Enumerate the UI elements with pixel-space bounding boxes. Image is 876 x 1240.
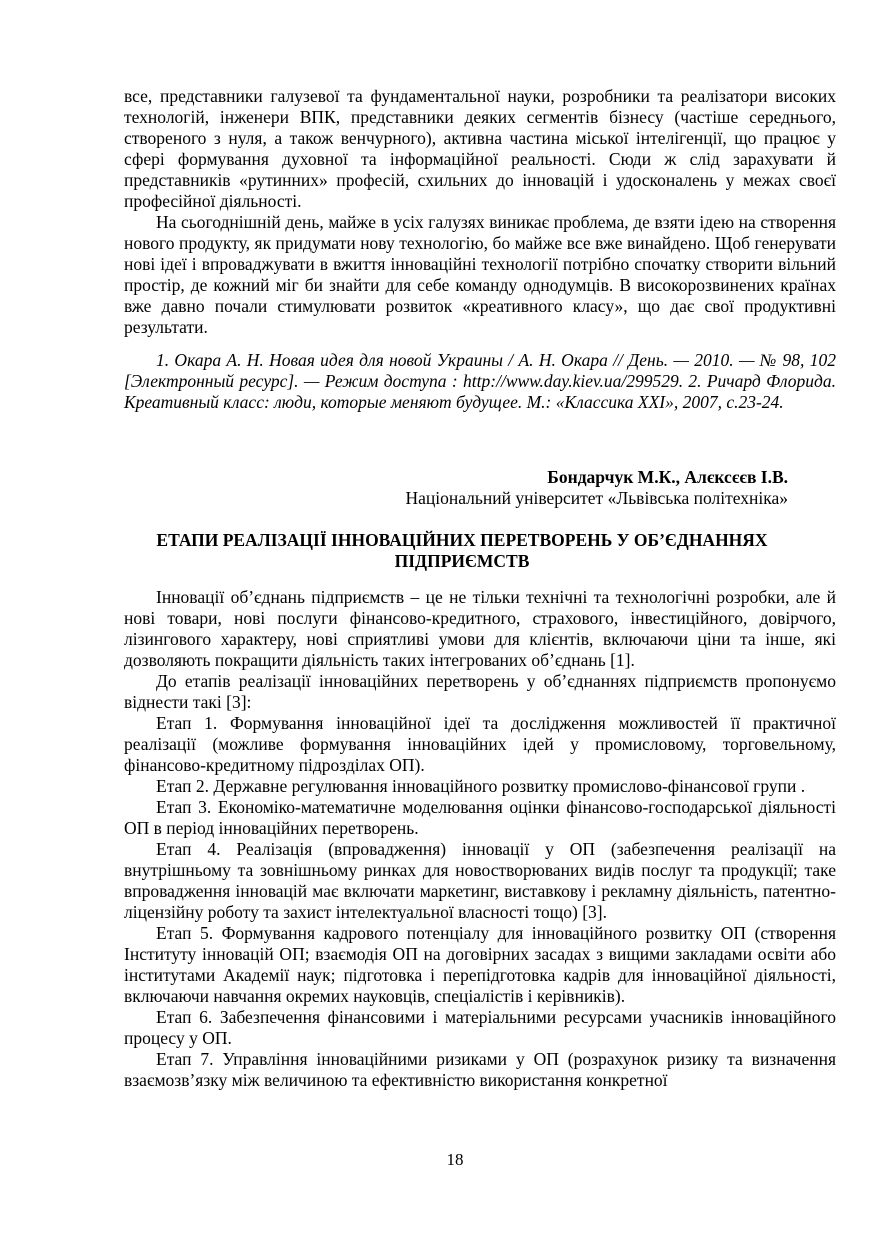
- page-content: [124, 86, 836, 1091]
- article-title: ЕТАПИ РЕАЛІЗАЦІЇ ІННОВАЦІЙНИХ ПЕРЕТВОРЕНЬ У ОБ’ЄДНАННЯХ ПІДПРИЄМСТВ: [156, 530, 768, 571]
- paragraph-continuation: все, представники галузевої та фундаментальної науки, розробники та реалізатори високих технологій, інженери ВПК, представники деяких сегментів бізнесу (частіше середнього, створеного з нуля, а також венчурного), активна частина міської інтелігенції, що працює у сфері формування духовної та інформаційної реальності. Сюди ж слід зарахувати й представників «рутинних» професій, схильних до інновацій і удосконалень у межах своєї професійної діяльності.: [124, 86, 836, 211]
- page-number: 18: [446, 1150, 464, 1169]
- paragraph-stage-4: Етап 4. Реалізація (впровадження) інновації у ОП (забезпечення реалізації на внутрішньому та зовнішньому ринках для новостворюваних видів послуг та продукції; таке впровадження інновацій має включати маркетинг, виставкову і рекламну діяльність, патентно-ліцензійну роботу та захист інтелектуальної власності тощо) [3].: [124, 839, 836, 922]
- paragraph: На сьогоднішній день, майже в усіх галузях виникає проблема, де взяти ідею на створення нового продукту, як придумати нову технологію, бо майже все вже винайдено. Щоб генерувати нові ідеї і впроваджувати в вжиття інноваційні технології потрібно спочатку створити вільний простір, де кожний міг би знайти для себе команду однодумців. В високорозвинених країнах вже давно почали стимулювати розвиток «креативного класу», що дає свої продуктивні результати.: [124, 212, 836, 337]
- paragraph-stage-3: Етап 3. Економіко-математичне моделювання оцінки фінансово-господарської діяльності ОП в період інноваційних перетворень.: [124, 797, 836, 838]
- references-paragraph: 1. Окара А. Н. Новая идея для новой Украины / А. Н. Окара // День. — 2010. — № 98, 102 [Электронный ресурс]. — Режим доступа : http://www.day.kiev.ua/299529. 2. Ричард Флорида. Креативный класс: люди, которые меняют будущее. М.: «Классика XXI», 2007, с.23-24.: [124, 350, 836, 412]
- paragraph-stage-1: Етап 1. Формування інноваційної ідеї та дослідження можливостей її практичної реалізації (можливе формування інноваційних ідей у промисловому, торговельному, фінансово-кредитному підрозділах ОП).: [124, 713, 836, 775]
- affiliation-line: Національний університет «Львівська політехніка»: [405, 488, 788, 508]
- paragraph: До етапів реалізації інноваційних перетворень у об’єднаннях підприємств пропонуємо віднести такі [3]:: [124, 671, 836, 712]
- paragraph-stage-5: Етап 5. Формування кадрового потенціалу для інноваційного розвитку ОП (створення Інституту інновацій ОП; взаємодія ОП на договірних засадах з вищими закладами освіти або інститутами Академії наук; підготовка і перепідготовка кадрів для інноваційної діяльності, включаючи навчання окремих науковців, спеціалістів і керівників).: [124, 923, 836, 1006]
- paragraph-stage-7: Етап 7. Управління інноваційними ризиками у ОП (розрахунок ризику та визначення взаємозв’язку між величиною та ефективністю використання конкретної: [124, 1049, 836, 1090]
- authors-line: Бондарчук М.К., Алєксєєв І.В.: [547, 467, 788, 487]
- paragraph-stage-6: Етап 6. Забезпечення фінансовими і матеріальними ресурсами учасників інноваційного процесу у ОП.: [124, 1007, 836, 1048]
- paragraph: Інновації об’єднань підприємств – це не тільки технічні та технологічні розробки, але й нові товари, нові послуги фінансово-кредитного, страхового, інвестиційного, довірчого, лізингового характеру, нові сприятливі умови для клієнтів, включаючи ціни та інше, які дозволяють покращити діяльність таких інтегрованих об’єднань [1].: [124, 587, 836, 670]
- paragraph-stage-2: Етап 2. Державне регулювання інноваційного розвитку промислово-фінансової групи .: [156, 776, 806, 796]
